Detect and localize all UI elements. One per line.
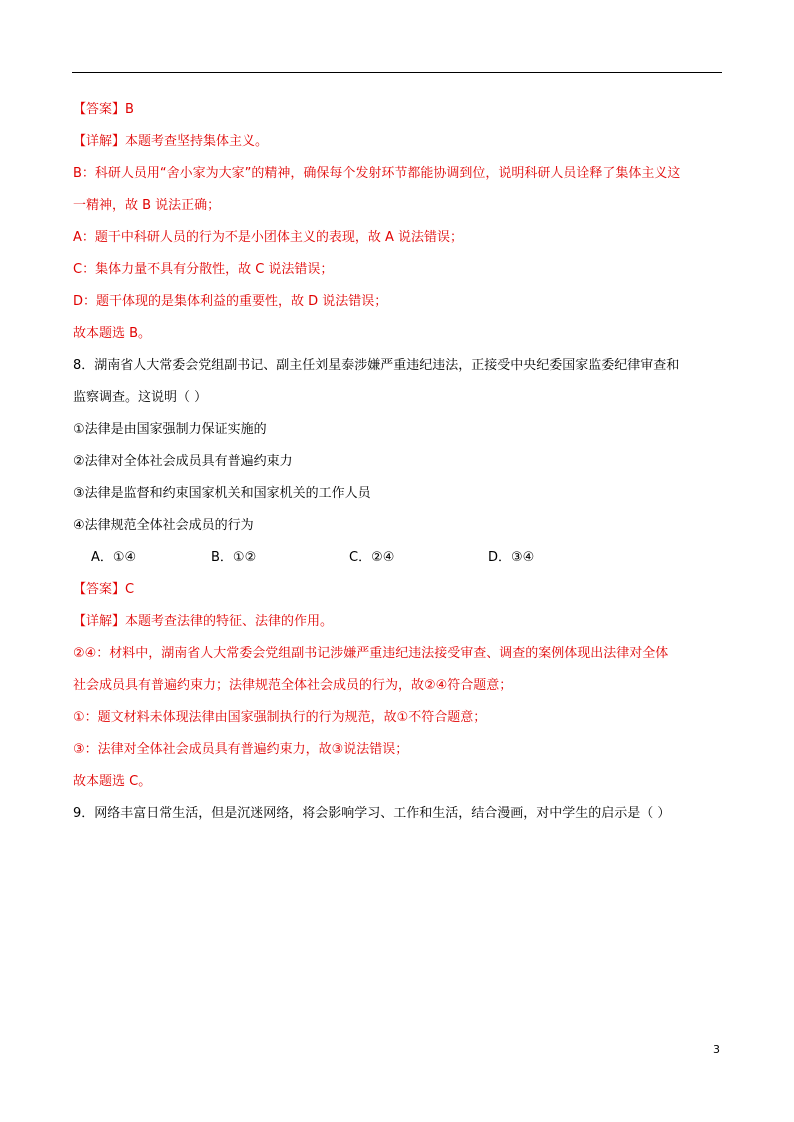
q7-detail: 【详解】本题考查坚持集体主义。	[73, 134, 269, 149]
q8-option-d: D．③④	[488, 550, 535, 565]
q8-explain-2: ①：题文材料未体现法律由国家强制执行的行为规范，故①不符合题意；	[73, 710, 487, 725]
q7-explain-d: D：题干体现的是集体利益的重要性，故 D 说法错误；	[73, 294, 388, 309]
header-rule	[72, 72, 722, 73]
q7-explain-b-line1: B：科研人员用“舍小家为大家”的精神，确保每个发射环节都能协调到位，说明科研人员诠释了集体主义这	[73, 166, 681, 181]
q7-answer: 【答案】B	[73, 102, 134, 117]
q8-detail: 【详解】本题考查法律的特征、法律的作用。	[73, 614, 334, 629]
q8-answer: 【答案】C	[73, 582, 135, 597]
q8-stem-line1: 8．湖南省人大常委会党组副书记、副主任刘星泰涉嫌严重违纪违法，正接受中央纪委国家监委纪律审查和	[73, 358, 680, 373]
q7-explain-b-line2: 一精神，故 B 说法正确；	[73, 198, 221, 213]
q8-explain-1-line1: ②④：材料中，湖南省人大常委会党组副书记涉嫌严重违纪违法接受审查、调查的案例体现出法律对全体	[73, 646, 669, 661]
q8-option-b: B．①②	[211, 550, 257, 565]
q8-explain-3: ③：法律对全体社会成员具有普遍约束力，故③说法错误；	[73, 742, 409, 757]
q8-statement-1: ①法律是由国家强制力保证实施的	[73, 422, 267, 437]
q8-statement-3: ③法律是监督和约束国家机关和国家机关的工作人员	[73, 486, 371, 501]
q8-option-c: C．②④	[349, 550, 395, 565]
q7-explain-a: A：题干中科研人员的行为不是小团体主义的表现，故 A 说法错误；	[73, 230, 464, 245]
q8-explain-1-line2: 社会成员具有普遍约束力；法律规范全体社会成员的行为，故②④符合题意；	[73, 678, 513, 693]
q8-stem-line2: 监察调查。这说明（ ）	[73, 390, 208, 405]
q9-stem: 9．网络丰富日常生活，但是沉迷网络，将会影响学习、工作和生活，结合漫画，对中学生的启示是（ ）	[73, 806, 671, 821]
page-number: 3	[713, 1043, 720, 1056]
q8-conclusion: 故本题选 C。	[73, 774, 152, 789]
q7-conclusion: 故本题选 B。	[73, 326, 152, 341]
q8-option-a: A．①④	[91, 550, 137, 565]
q7-explain-c: C：集体力量不具有分散性，故 C 说法错误；	[73, 262, 334, 277]
q8-statement-4: ④法律规范全体社会成员的行为	[73, 518, 254, 533]
q8-statement-2: ②法律对全体社会成员具有普遍约束力	[73, 454, 293, 469]
